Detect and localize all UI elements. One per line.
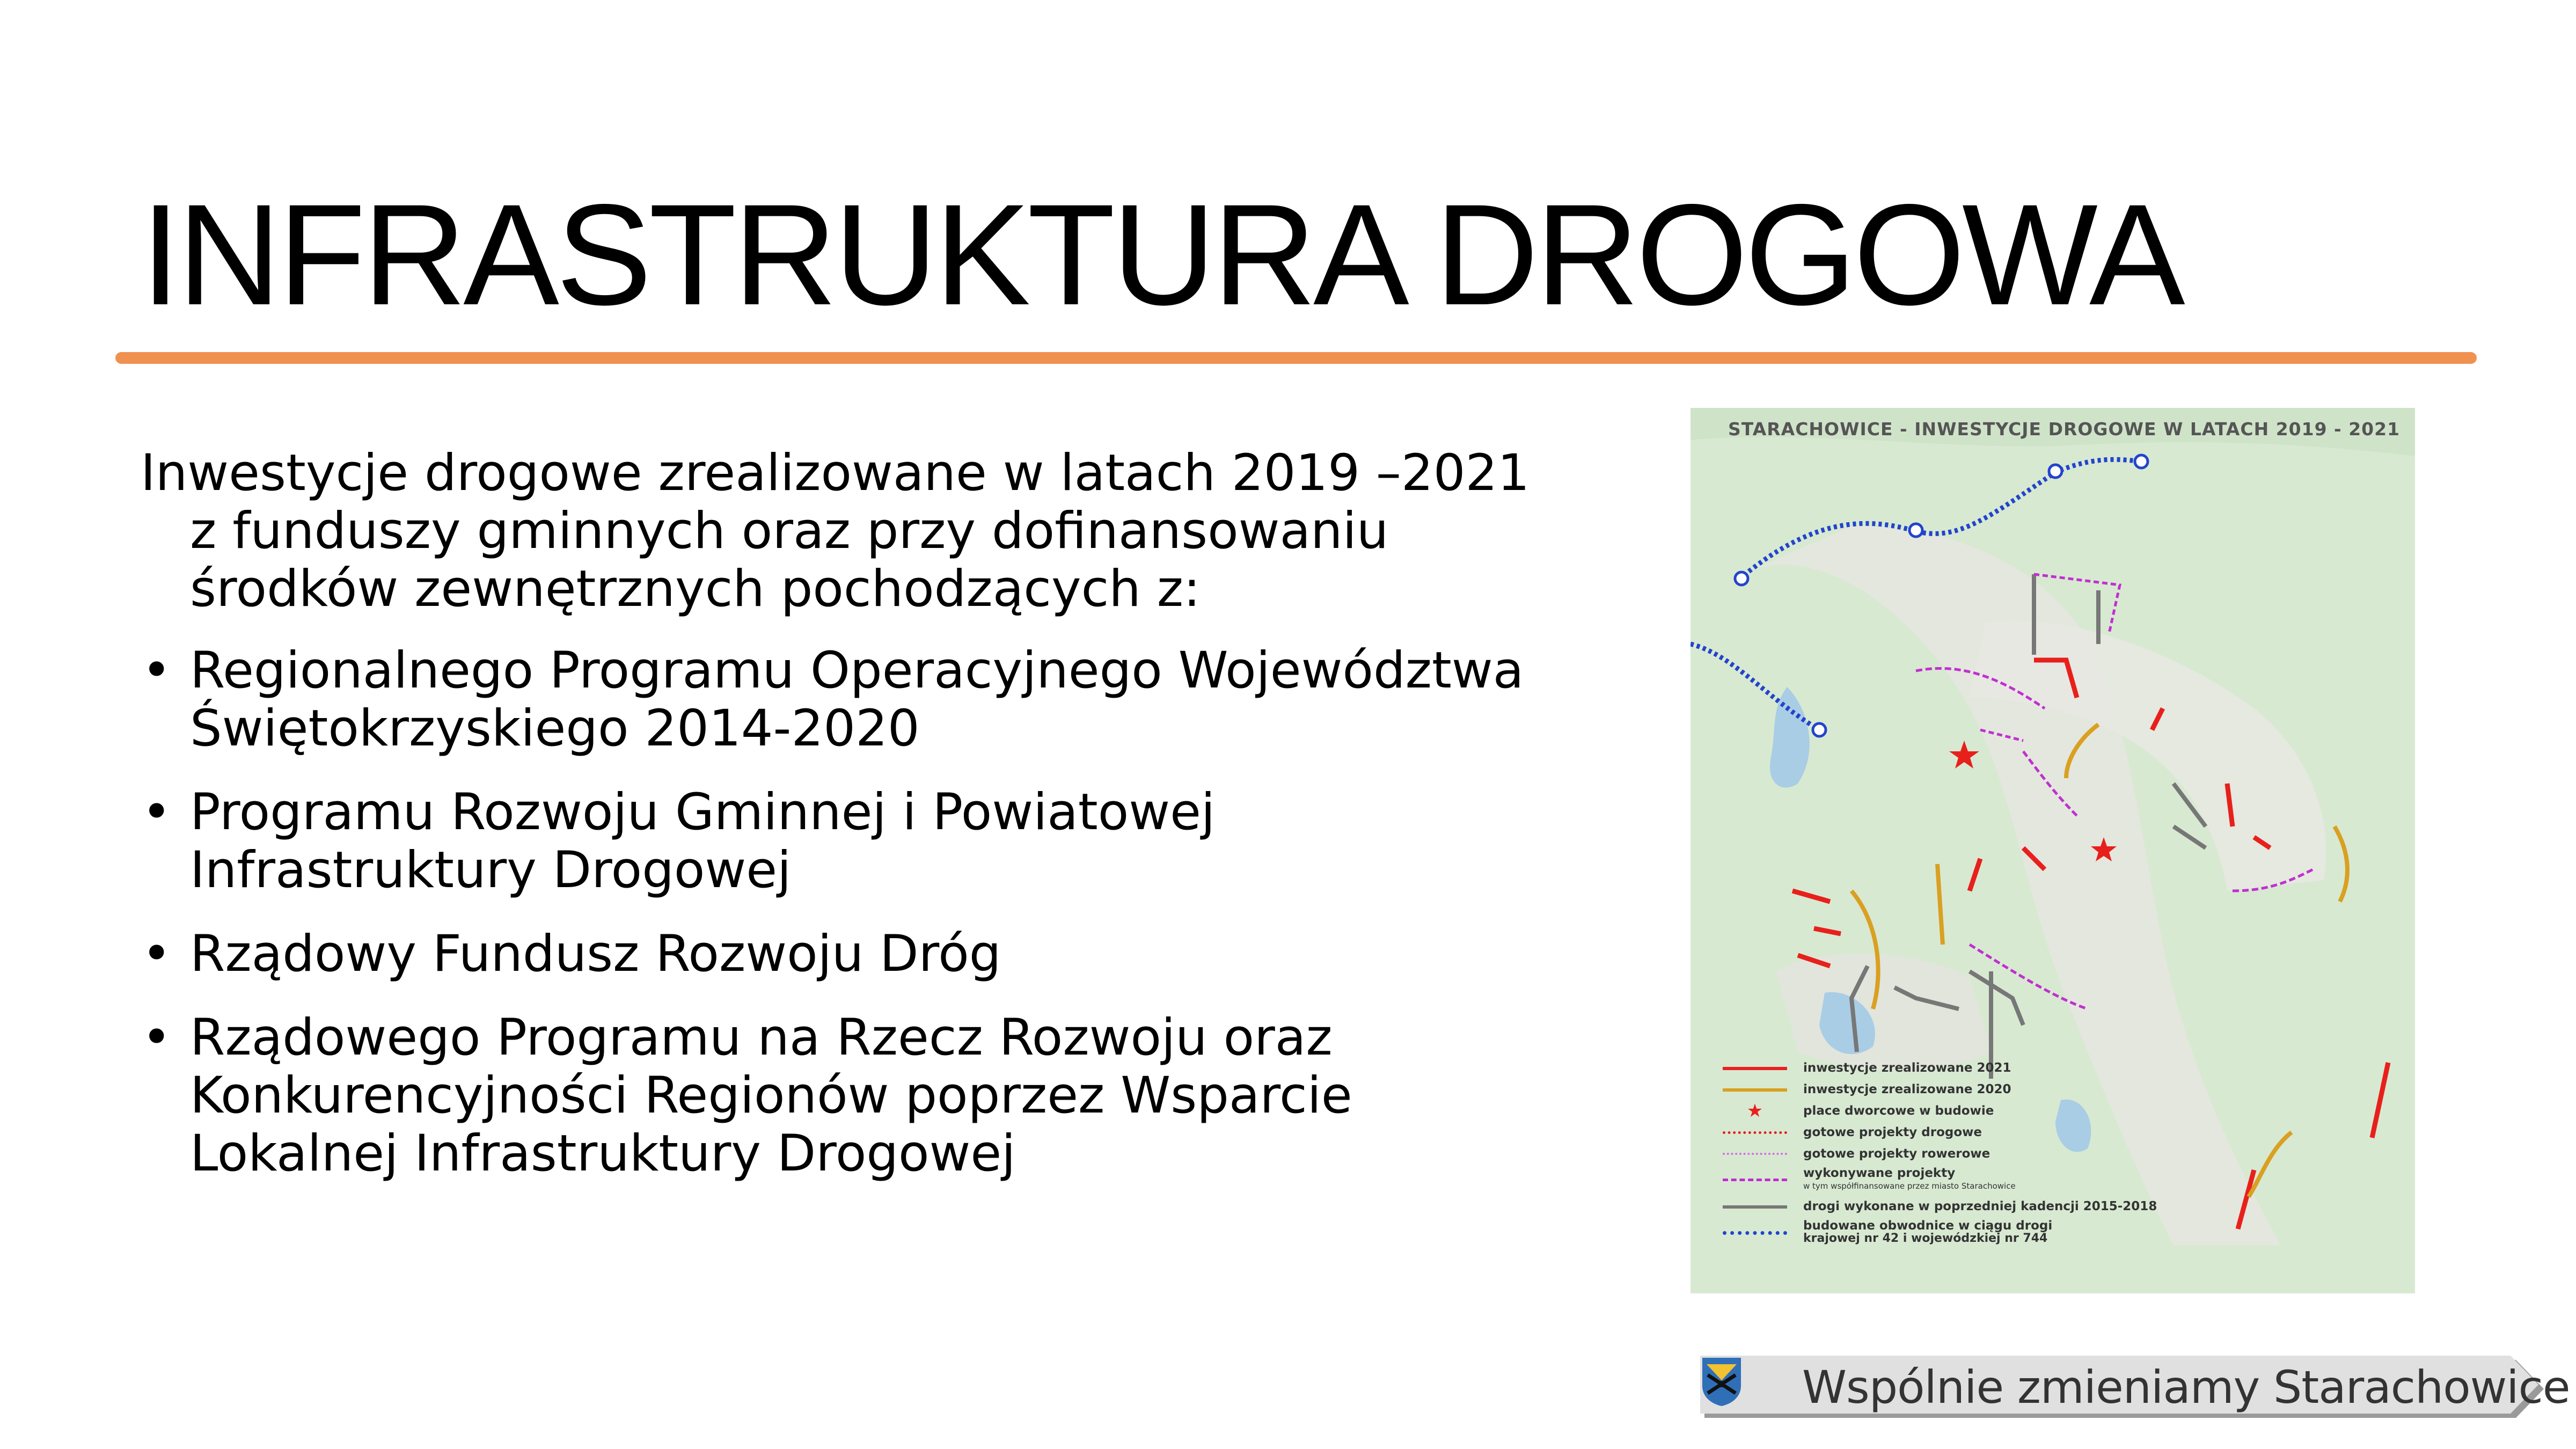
legend-dotted-red-line-icon [1723,1131,1787,1134]
legend-item: inwestycje zrealizowane 2020 [1723,1079,2157,1100]
bullet-icon: • [142,1008,172,1067]
legend-item: drogi wykonane w poprzedniej kadencji 2015-2018 [1723,1196,2157,1217]
legend-item: gotowe projekty drogowe [1723,1122,2157,1143]
list-item: • Rządowego Programu na Rzecz Rozwoju oraz Konkurencyjności Regionów poprzez Wsparcie Lokalnej Infrastruktury Drogowej [142,1008,1352,1183]
legend-item: ★ place dworcowe w budowie [1746,1100,1994,1122]
legend-item: gotowe projekty rowerowe [1723,1143,2157,1165]
legend-dotted-blue-line-icon [1723,1231,1787,1235]
slide-title: INFRASTRUKTURA DROGOWA [141,174,2182,335]
footer-slogan: Wspólnie zmieniamy Starachowice [1802,1361,2570,1414]
bullet-icon: • [142,641,172,700]
list-item: • Regionalnego Programu Operacyjnego Województwa Świętokrzyskiego 2014-2020 [142,641,1524,758]
slide-body [141,444,1536,1209]
starachowice-crest-icon [1700,1356,1743,1407]
legend-solid-orange-line-icon [1723,1088,1787,1092]
map-legend [1723,1057,2157,1255]
list-item: • Programu Rozwoju Gminnej i Powiatowej Infrastruktury Drogowej [142,783,1216,899]
legend-item: wykonywane projekty w tym współfinansowane przez miasto Starachowice [1723,1165,2157,1196]
legend-dashed-purple-line-icon [1723,1179,1787,1181]
legend-solid-gray-line-icon [1723,1205,1787,1209]
legend-item: inwestycje zrealizowane 2021 [1723,1057,2157,1079]
legend-dotted-pink-line-icon [1723,1153,1787,1155]
road-investment-map [1690,408,2415,1293]
funding-sources-list [141,642,1536,1183]
intro-paragraph: Inwestycje drogowe zrealizowane w latach 2019 –2021 z funduszy gminnych oraz przy dofinansowaniu środków zewnętrznych pochodzących z: [141,444,1530,618]
footer-banner [1700,1356,2570,1418]
title-divider [115,352,2477,364]
legend-solid-red-line-icon [1723,1067,1787,1070]
list-item: • Rządowy Fundusz Rozwoju Dróg [142,925,1001,983]
map-title: STARACHOWICE - INWESTYCJE DROGOWE W LATACH 2019 - 2021 [1728,419,2401,440]
legend-item: budowane obwodnice w ciągu drogi krajowej nr 42 i wojewódzkiej nr 744 [1723,1217,2157,1255]
bullet-icon: • [142,925,172,983]
bullet-icon: • [142,783,172,841]
